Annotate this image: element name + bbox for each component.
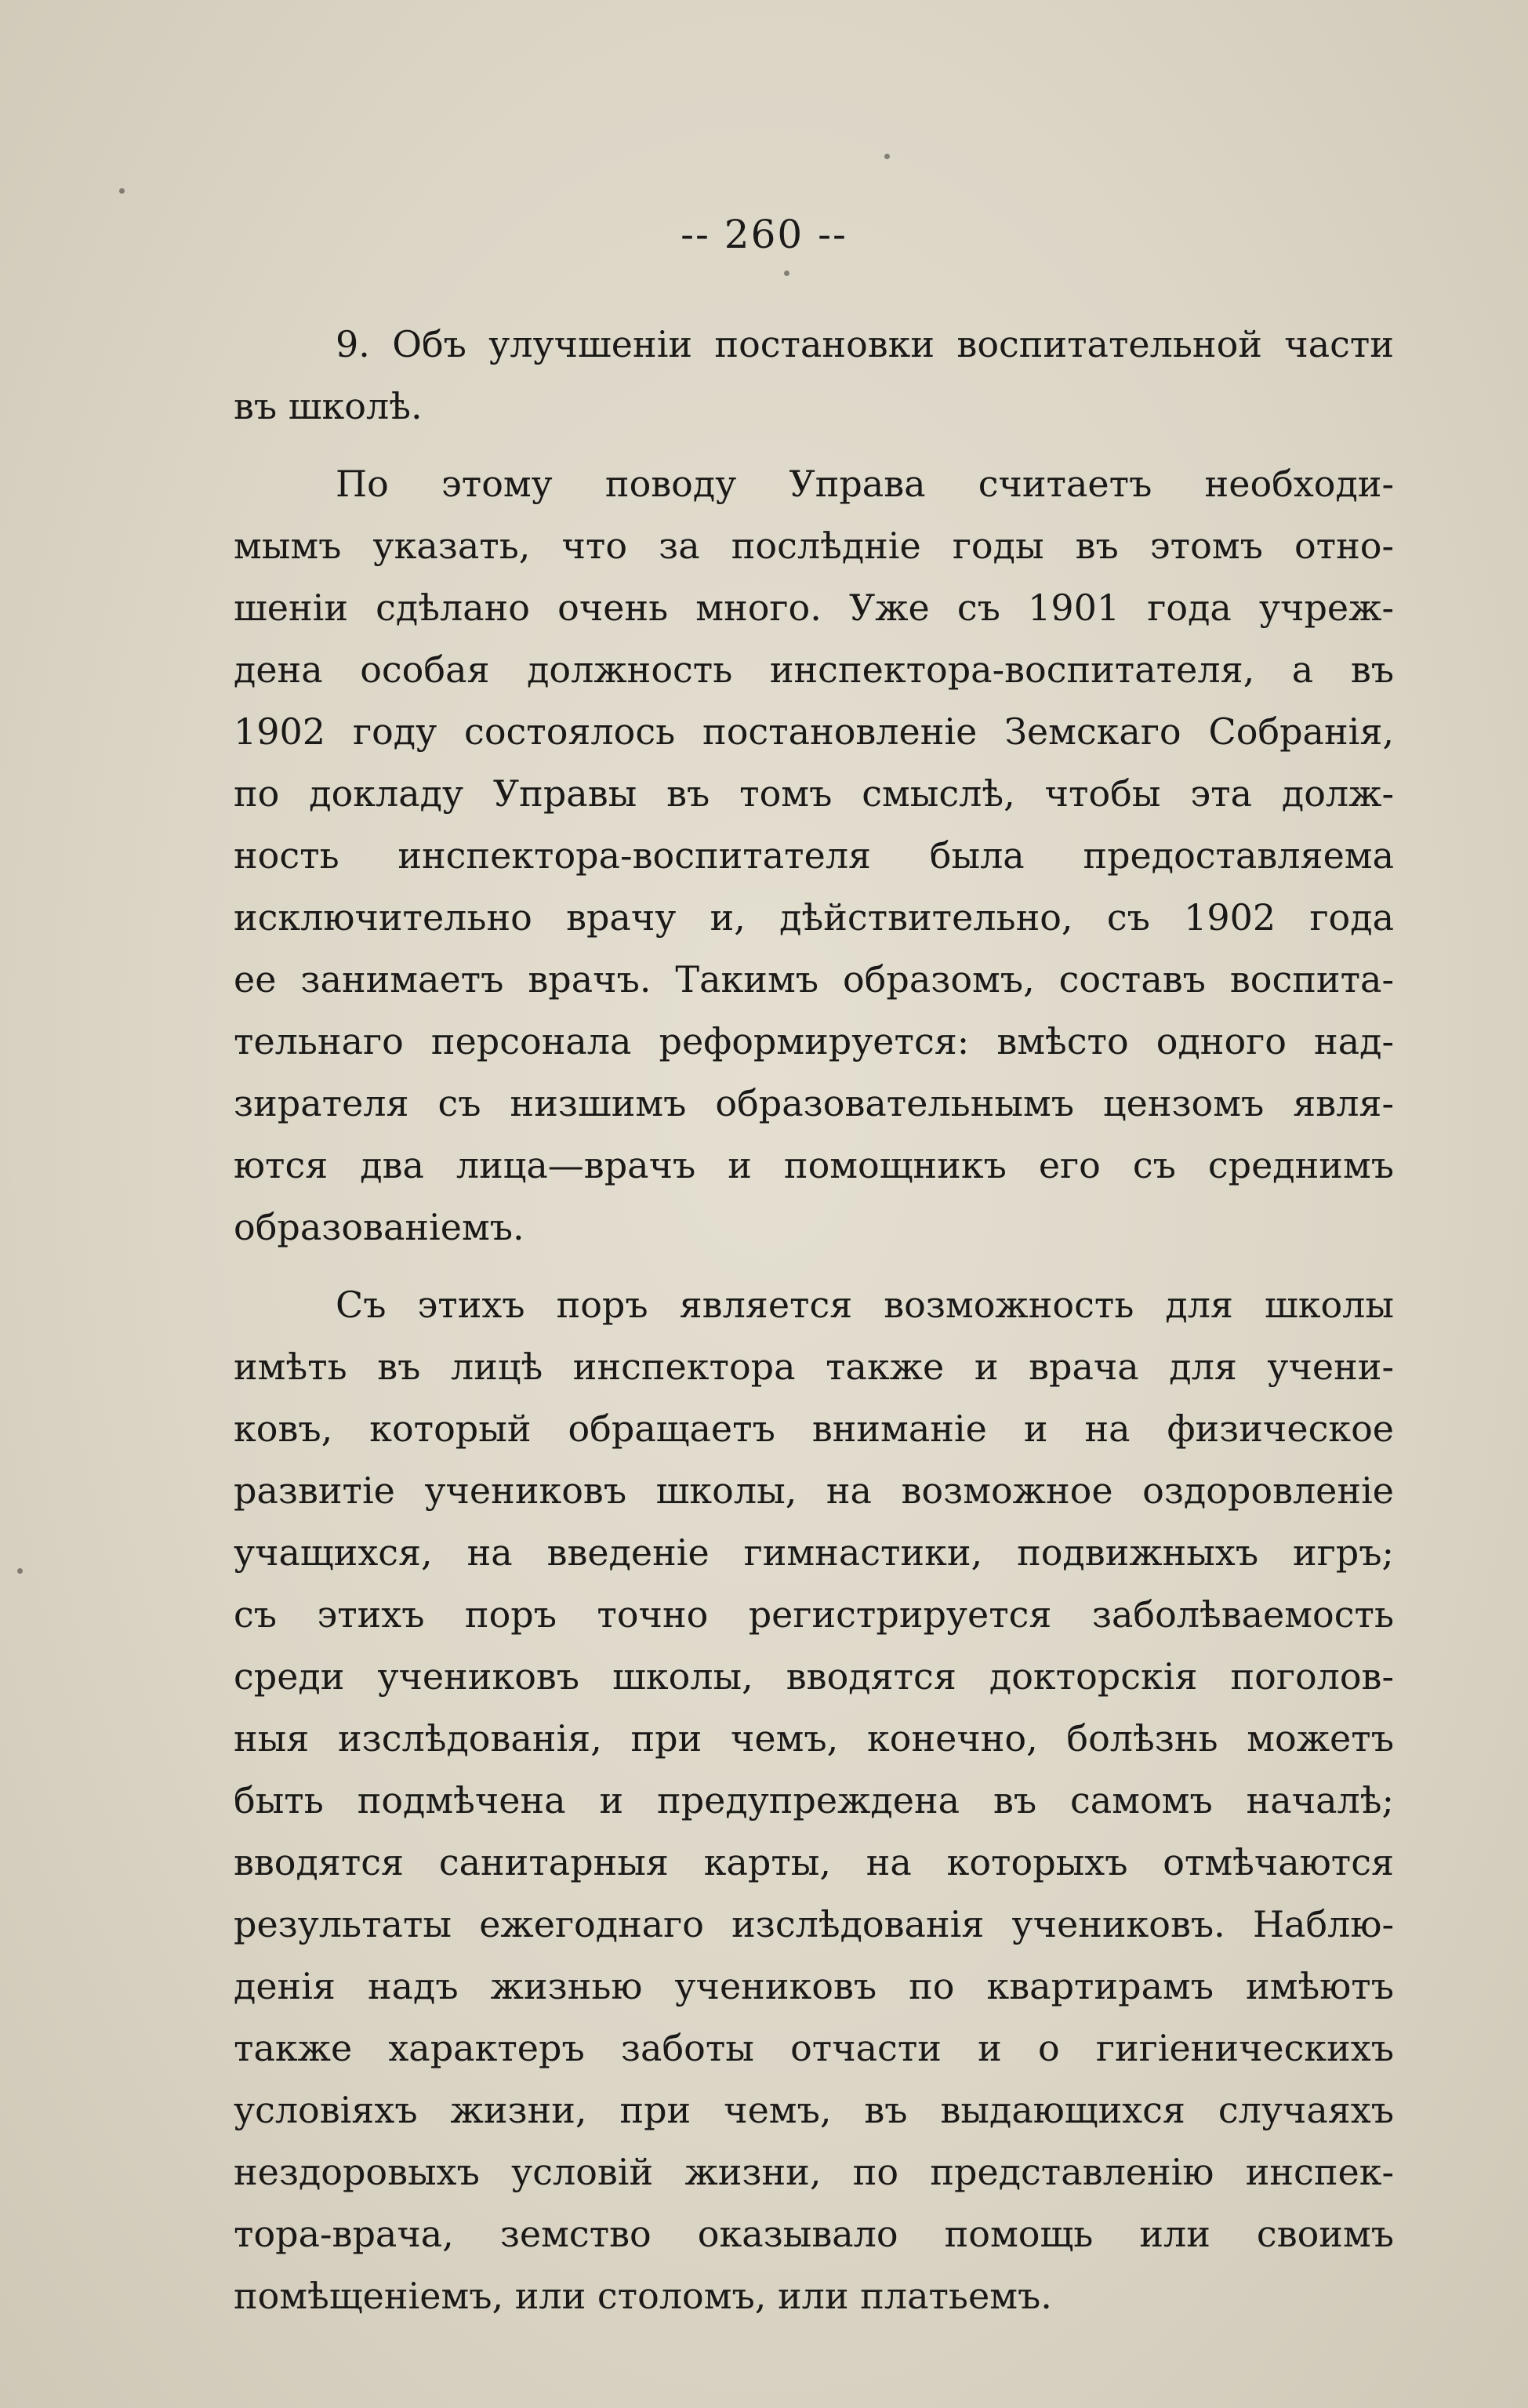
text-line: учащихся, на введеніе гимнастики, подвижныхъ игръ; <box>234 1531 1394 1574</box>
text-line: результаты ежегоднаго изслѣдованія учениковъ. Наблю- <box>234 1903 1394 1945</box>
ink-speck <box>17 1568 23 1574</box>
text-line: 9. Объ улучшеніи постановки воспитательной части <box>336 323 1394 365</box>
text-line: исключительно врачу и, дѣйствительно, съ 1902 года <box>234 896 1394 939</box>
text-line: дена особая должность инспектора-воспитателя, а въ <box>234 648 1394 691</box>
text-line: помѣщеніемъ, или столомъ, или платьемъ. <box>234 2275 1052 2317</box>
text-line: въ школѣ. <box>234 385 423 427</box>
text-line: ее занимаетъ врачъ. Такимъ образомъ, составъ воспита- <box>234 958 1394 1001</box>
text-line: ковъ, который обращаетъ вниманіе и на физическое <box>234 1407 1394 1450</box>
text-line: денія надъ жизнью учениковъ по квартирамъ имѣютъ <box>234 1965 1394 2007</box>
paragraph-gap <box>234 1258 1394 1274</box>
text-line: По этому поводу Управа считаетъ необходи- <box>336 463 1394 505</box>
page-number: -- 260 -- <box>681 212 847 257</box>
text-line: по докладу Управы въ томъ смыслѣ, чтобы эта долж- <box>234 772 1394 815</box>
text-line: развитіе учениковъ школы, на возможное оздоровленіе <box>234 1469 1394 1512</box>
body-text <box>234 314 1394 2327</box>
text-line: имѣть въ лицѣ инспектора также и врача для учени- <box>234 1346 1394 1388</box>
text-line: тельнаго персонала реформируется: вмѣсто одного над- <box>234 1020 1394 1062</box>
ink-speck <box>784 271 789 276</box>
paragraph-gap <box>234 438 1394 453</box>
ink-speck <box>884 154 890 159</box>
text-line: Съ этихъ поръ является возможность для школы <box>336 1284 1394 1326</box>
text-line: мымъ указать, что за послѣдніе годы въ этомъ отно- <box>234 525 1394 567</box>
text-line: условіяхъ жизни, при чемъ, въ выдающихся случаяхъ <box>234 2089 1394 2131</box>
text-line: вводятся санитарныя карты, на которыхъ отмѣчаются <box>234 1841 1394 1883</box>
text-line: ются два лица—врачъ и помощникъ его съ среднимъ <box>234 1144 1394 1186</box>
text-line: 1902 году состоялось постановленіе Земскаго Собранія, <box>234 710 1394 753</box>
text-line: ныя изслѣдованія, при чемъ, конечно, болѣзнь можетъ <box>234 1717 1394 1760</box>
text-line: шеніи сдѣлано очень много. Уже съ 1901 года учреж- <box>234 587 1394 629</box>
text-line: тора-врача, земство оказывало помощь или своимъ <box>234 2213 1394 2255</box>
text-line: ность инспектора-воспитателя была предоставляема <box>234 834 1394 877</box>
text-line: образованіемъ. <box>234 1206 524 1248</box>
text-line: быть подмѣчена и предупреждена въ самомъ началѣ; <box>234 1779 1394 1821</box>
text-line: нездоровыхъ условій жизни, по представленію инспек- <box>234 2151 1394 2193</box>
text-line: зирателя съ низшимъ образовательнымъ цензомъ явля- <box>234 1082 1394 1124</box>
text-line: также характеръ заботы отчасти и о гигіеническихъ <box>234 2027 1394 2069</box>
text-line: съ этихъ поръ точно регистрируется заболѣваемость <box>234 1593 1394 1636</box>
ink-speck <box>119 188 125 194</box>
text-line: среди учениковъ школы, вводятся докторскія поголов- <box>234 1655 1394 1698</box>
